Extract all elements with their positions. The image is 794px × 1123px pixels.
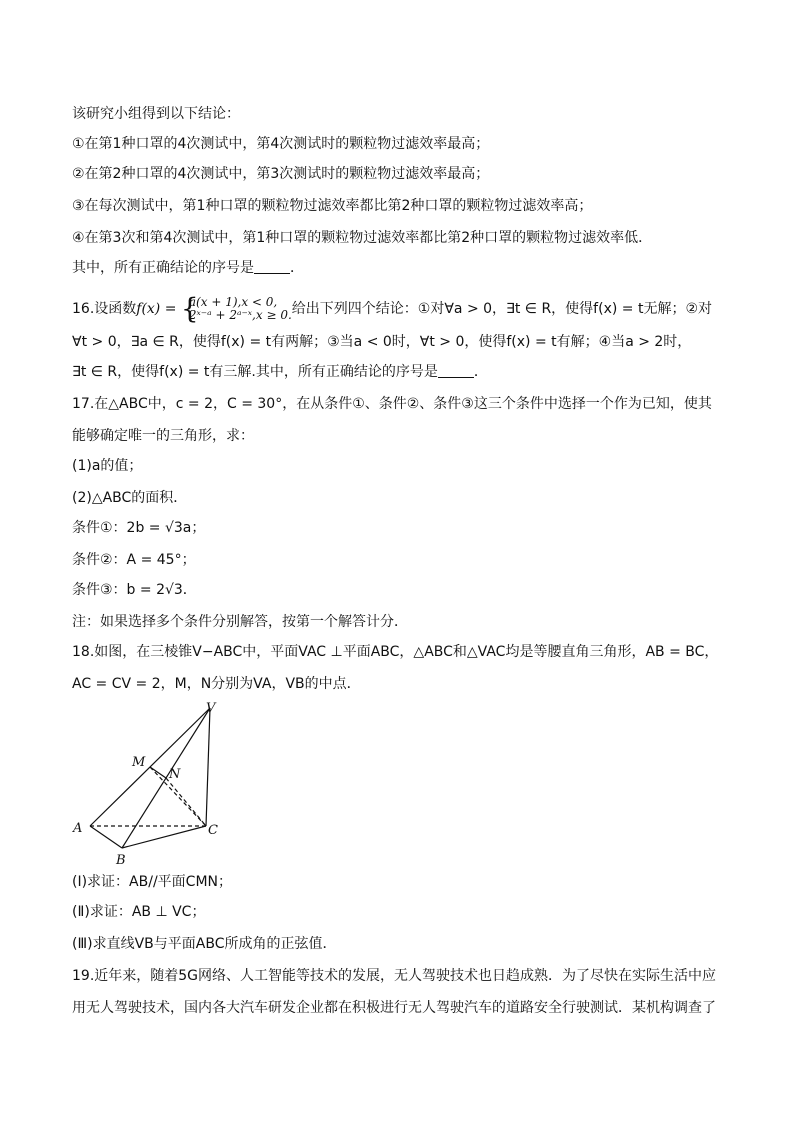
brace-icon: {: [180, 292, 199, 325]
q18-part-3: (Ⅲ)求直线VB与平面ABC所成角的正弦值．: [72, 936, 337, 952]
q16-line-3: ∃t ∈ R，使得f(x) = t有三解.其中，所有正确结论的序号是 ．: [72, 364, 488, 380]
vertex-label-a: A: [73, 821, 83, 836]
q16-line-3-text: ∃t ∈ R，使得f(x) = t有三解.其中，所有正确结论的序号是: [72, 364, 438, 380]
q16-piece-2: 2ˣ⁻ᵃ + 2ᵃ⁻ˣ,x ≥ 0.: [188, 308, 292, 322]
q16-lead: 16.设函数: [72, 301, 137, 317]
q16-line-2: ∀t > 0，∃a ∈ R，使得f(x) = t有两解；③当a < 0时，∀t > 0，使得f(x) = t有解；④当a > 2时，: [72, 334, 692, 350]
q17-part-2: (2)△ABC的面积．: [72, 490, 188, 506]
edge-cv: [206, 708, 210, 826]
segment-mn: [150, 767, 166, 778]
q18-part-1: (Ⅰ)求证：AB//平面CMN；: [72, 874, 232, 890]
q16-line-1: [72, 294, 722, 324]
q16-piecewise: [180, 292, 292, 325]
q17-line-2: 能够确定唯一的三角形，求：: [72, 428, 254, 444]
q17-note: 注：如果选择多个条件分别解答，按第一个解答计分．: [72, 614, 408, 630]
q17-condition-1: 条件①：2b = √3a；: [72, 520, 206, 536]
vertex-label-m: M: [132, 755, 146, 770]
q19-line-1: 19.近年来，随着5G网络、人工智能等技术的发展，无人驾驶技术也日趋成熟．为了尽快在实际生活中应: [72, 968, 717, 984]
q18-line-2: AC = CV = 2，M，N分别为VA，VB的中点．: [72, 676, 361, 692]
q19-line-2: 用无人驾驶技术，国内各大汽车研发企业都在积极进行无人驾驶汽车的道路安全行驶测试．某机构调查了: [72, 1000, 716, 1016]
intro-text: 该研究小组得到以下结论：: [72, 106, 240, 122]
edge-ab: [90, 826, 122, 848]
conclusion-3: ③在每次测试中，第1种口罩的颗粒物过滤效率都比第2种口罩的颗粒物过滤效率高；: [72, 198, 593, 214]
q16-statements: 给出下列四个结论：①对∀a > 0，∃t ∈ R，使得f(x) = t无解；②对: [291, 301, 712, 317]
answer-blank-16[interactable]: [438, 363, 474, 378]
conclusion-2: ②在第2种口罩的4次测试中，第3次测试时的颗粒物过滤效率最高；: [72, 166, 490, 182]
q16-piece-1: a(x + 1),x < 0,: [188, 295, 278, 309]
vertex-label-c: C: [208, 823, 218, 838]
edge-bc: [122, 826, 206, 848]
answer-prompt-15: 其中，所有正确结论的序号是 ．: [72, 260, 304, 276]
answer-prompt-15-text: 其中，所有正确结论的序号是: [72, 260, 254, 276]
q17-part-1: (1)a的值；: [72, 458, 143, 474]
vertex-label-b: B: [116, 853, 126, 868]
q16-func: f(x) =: [136, 301, 177, 317]
q18-line-1: 18.如图，在三棱锥V−ABC中，平面VAC ⊥平面ABC，△ABC和△VAC均是等腰直角三角形，AB = BC，: [72, 644, 719, 660]
conclusion-4: ④在第3次和第4次测试中，第1种口罩的颗粒物过滤效率都比第2种口罩的颗粒物过滤效率低．: [72, 230, 653, 246]
segment-nc-hidden: [166, 778, 206, 826]
q17-line-1: 17.在△ABC中，c = 2，C = 30°，在从条件①、条件②、条件③这三个条件中选择一个作为已知，使其: [72, 396, 712, 412]
vertex-label-v: V: [206, 701, 216, 716]
vertex-label-n: N: [169, 767, 181, 782]
q17-condition-2: 条件②：A = 45°；: [72, 552, 196, 568]
q18-part-2: (Ⅱ)求证：AB ⊥ VC；: [72, 904, 206, 920]
q17-condition-3: 条件③：b = 2√3．: [72, 582, 197, 598]
conclusion-1: ①在第1种口罩的4次测试中，第4次测试时的颗粒物过滤效率最高；: [72, 136, 490, 152]
pyramid-figure: [68, 698, 228, 868]
answer-blank-15[interactable]: [254, 259, 290, 274]
